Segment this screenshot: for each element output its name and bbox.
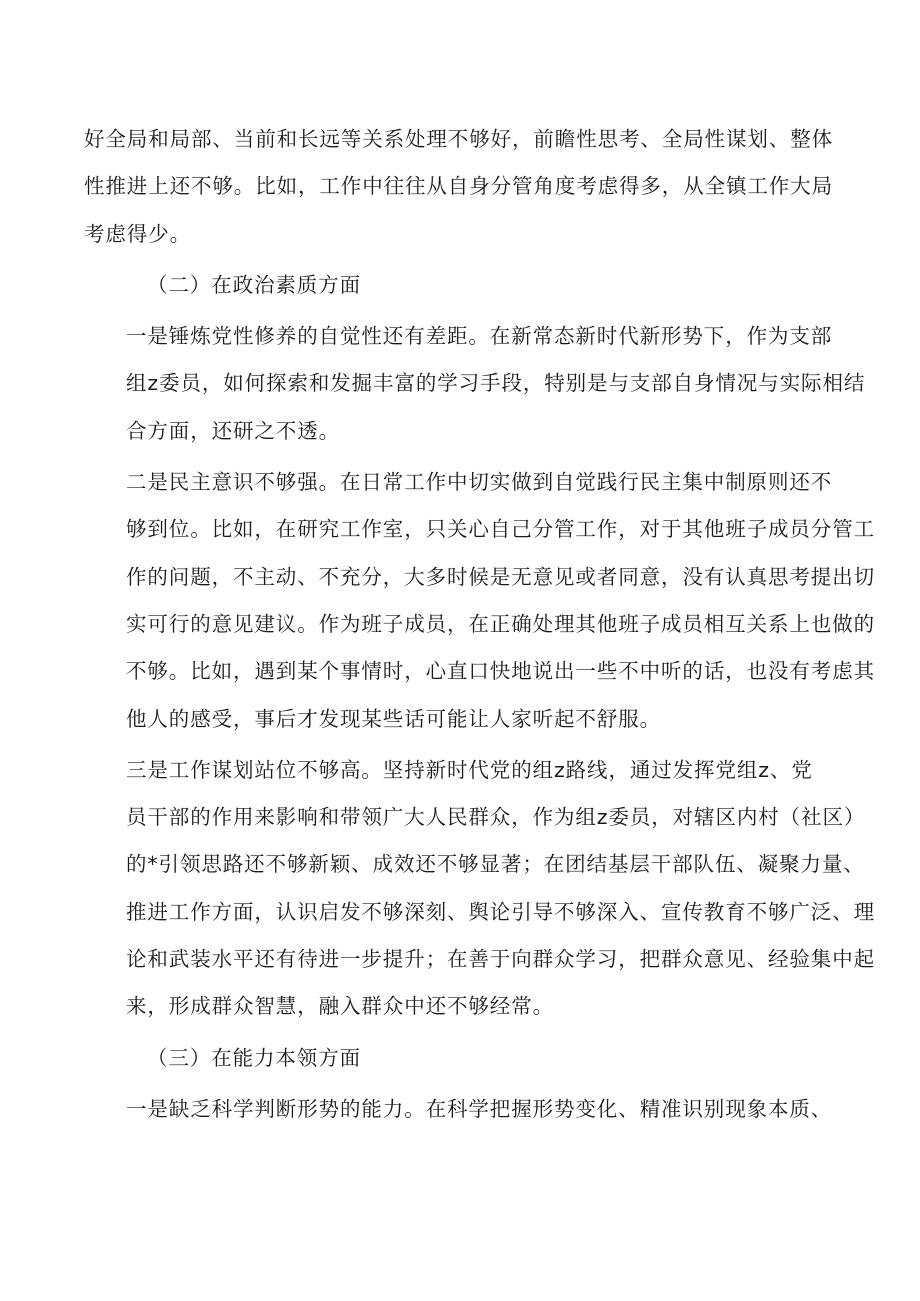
heading-text: （三）在能力本领方面 [147,1045,361,1070]
text-line: 员干部的作用来影响和带领广大人民群众，作为组z委员，对辖区内村（社区） [126,805,866,830]
section-heading-political-quality [84,262,844,309]
heading-text: （二）在政治素质方面 [147,272,361,297]
text-line: 二是民主意识不够强。在日常工作中切实做到自觉践行民主集中制原则还不 [126,470,833,495]
paragraph [84,459,875,743]
text-line: 组z委员，如何探索和发掘丰富的学习手段，特别是与支部自身情况与实际相结 [126,371,866,396]
text-line: 三是工作谋划站位不够高。坚持新时代党的组z路线，通过发挥党组z、党 [126,757,813,782]
text-line: 考虑得少。 [84,221,191,246]
paragraph [84,1086,844,1133]
text-line: 不够。比如，遇到某个事情时，心直口快地说出一些不中听的话，也没有考虑其 [126,659,875,684]
text-line: 好全局和局部、当前和长远等关系处理不够好，前瞻性思考、全局性谋划、整体 [84,127,833,151]
paragraph-continued [84,116,844,258]
text-line: 来，形成群众智慧，融入群众中还不够经常。 [126,994,554,1019]
text-line: 性推进上还不够。比如，工作中往往从自身分管角度考虑得多，从全镇工作大局 [84,174,833,199]
text-line: 作的问题，不主动、不充分，大多时候是无意见或者同意，没有认真思考提出切 [126,564,875,589]
text-line: 论和武装水平还有待进一步提升；在善于向群众学习，把群众意见、经验集中起 [126,947,875,972]
text-line: 他人的感受，事后才发现某些话可能让人家听起不舒服。 [126,706,661,731]
paragraph [84,747,875,1031]
paragraph [84,313,866,455]
text-line: 推进工作方面，认识启发不够深刻、舆论引导不够深入、宣传教育不够广泛、理 [126,899,875,924]
text-line: 合方面，还研之不透。 [126,418,340,443]
document-body [84,116,875,1137]
text-line: 一是锤炼党性修养的自觉性还有差距。在新常态新时代新形势下，作为支部 [126,324,833,349]
text-line: 实可行的意见建议。作为班子成员，在正确处理其他班子成员相互关系上也做的 [126,611,875,636]
text-line: 够到位。比如，在研究工作室，只关心自己分管工作，对于其他班子成员分管工 [126,517,875,542]
text-line: 一是缺乏科学判断形势的能力。在科学把握形势变化、精准识别现象本质、 [126,1096,833,1121]
text-line: 的*引领思路还不够新颖、成效还不够显著；在团结基层干部队伍、凝聚力量、 [126,852,865,877]
section-heading-ability [84,1035,844,1082]
